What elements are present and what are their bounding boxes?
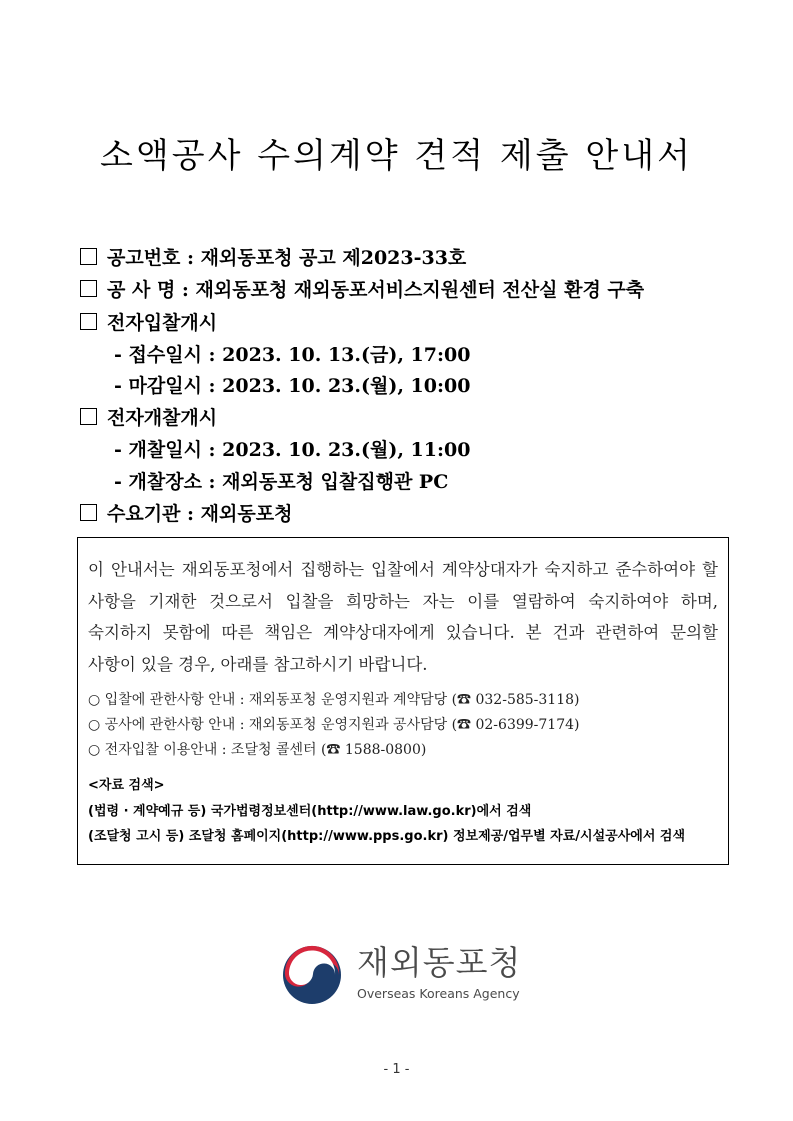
notice-paragraph: 이 안내서는 재외동포청에서 집행하는 입찰에서 계약상대자가 숙지하고 준수하여야 할 사항을 기재한 것으로서 입찰을 희망하는 자는 이를 열람하여 숙지하여야 하며, 숙지하지 못함에 따른 책임은 계약상대자에게 있습니다. 본 건과 관련하여 문의할 사항이 있을 경우, 아래를 참고하시기 바랍니다. xyxy=(88,560,718,674)
submission-datetime: - 접수일시 : 2023. 10. 13.(금), 17:00 xyxy=(114,344,471,366)
e-bidding-start xyxy=(80,311,217,335)
checkbox-square-icon xyxy=(80,313,97,330)
opening-datetime: - 개찰일시 : 2023. 10. 23.(월), 11:00 xyxy=(114,439,471,461)
contact-construction: ○ 공사에 관한사항 안내 : 재외동포청 운영지원과 공사담당 (☎ 02-6399-7174) xyxy=(88,717,580,733)
search-line-law: (법령 · 계약예규 등) 국가법령정보센터(http://www.law.go.kr)에서 검색 xyxy=(88,803,532,819)
document-title: 소액공사 수의계약 견적 제출 안내서 xyxy=(100,136,693,176)
item-text: 전자입찰개시 xyxy=(107,312,218,334)
contact-bidding: ○ 입찰에 관한사항 안내 : 재외동포청 운영지원과 계약담당 (☎ 032-585-3118) xyxy=(88,692,580,708)
page-number: - 1 - xyxy=(383,1061,410,1077)
checkbox-square-icon xyxy=(80,504,97,521)
opening-place: - 개찰장소 : 재외동포청 입찰집행관 PC xyxy=(114,471,449,493)
lower-section xyxy=(77,537,729,1077)
item-text: 수요기관 : 재외동포청 xyxy=(107,503,293,525)
notice-box xyxy=(77,537,729,865)
checkbox-square-icon xyxy=(80,280,97,297)
logo-english-name: Overseas Koreans Agency xyxy=(357,985,520,1001)
checkbox-square-icon xyxy=(80,408,97,425)
project-name xyxy=(80,278,644,302)
checkbox-square-icon xyxy=(80,248,97,265)
item-text: 전자개찰개시 xyxy=(107,407,218,429)
logo-korean-name: 재외동포청 xyxy=(357,942,522,982)
demand-agency xyxy=(80,502,292,526)
taegeuk-emblem-icon xyxy=(281,944,343,1006)
contact-e-bidding: ○ 전자입찰 이용안내 : 조달청 콜센터 (☎ 1588-0800) xyxy=(88,742,427,758)
e-opening-start xyxy=(80,406,217,430)
announcement-number xyxy=(80,246,466,270)
item-text: 공 사 명 : 재외동포청 재외동포서비스지원센터 전산실 환경 구축 xyxy=(107,279,645,301)
agency-logo xyxy=(281,944,531,1006)
search-heading: <자료 검색> xyxy=(88,778,165,793)
deadline-datetime: - 마감일시 : 2023. 10. 23.(월), 10:00 xyxy=(114,375,471,397)
search-line-pps: (조달청 고시 등) 조달청 홈페이지(http://www.pps.go.kr) 정보제공/업무별 자료/시설공사에서 검색 xyxy=(88,829,686,844)
item-text: 공고번호 : 재외동포청 공고 제2023-33호 xyxy=(107,247,467,269)
